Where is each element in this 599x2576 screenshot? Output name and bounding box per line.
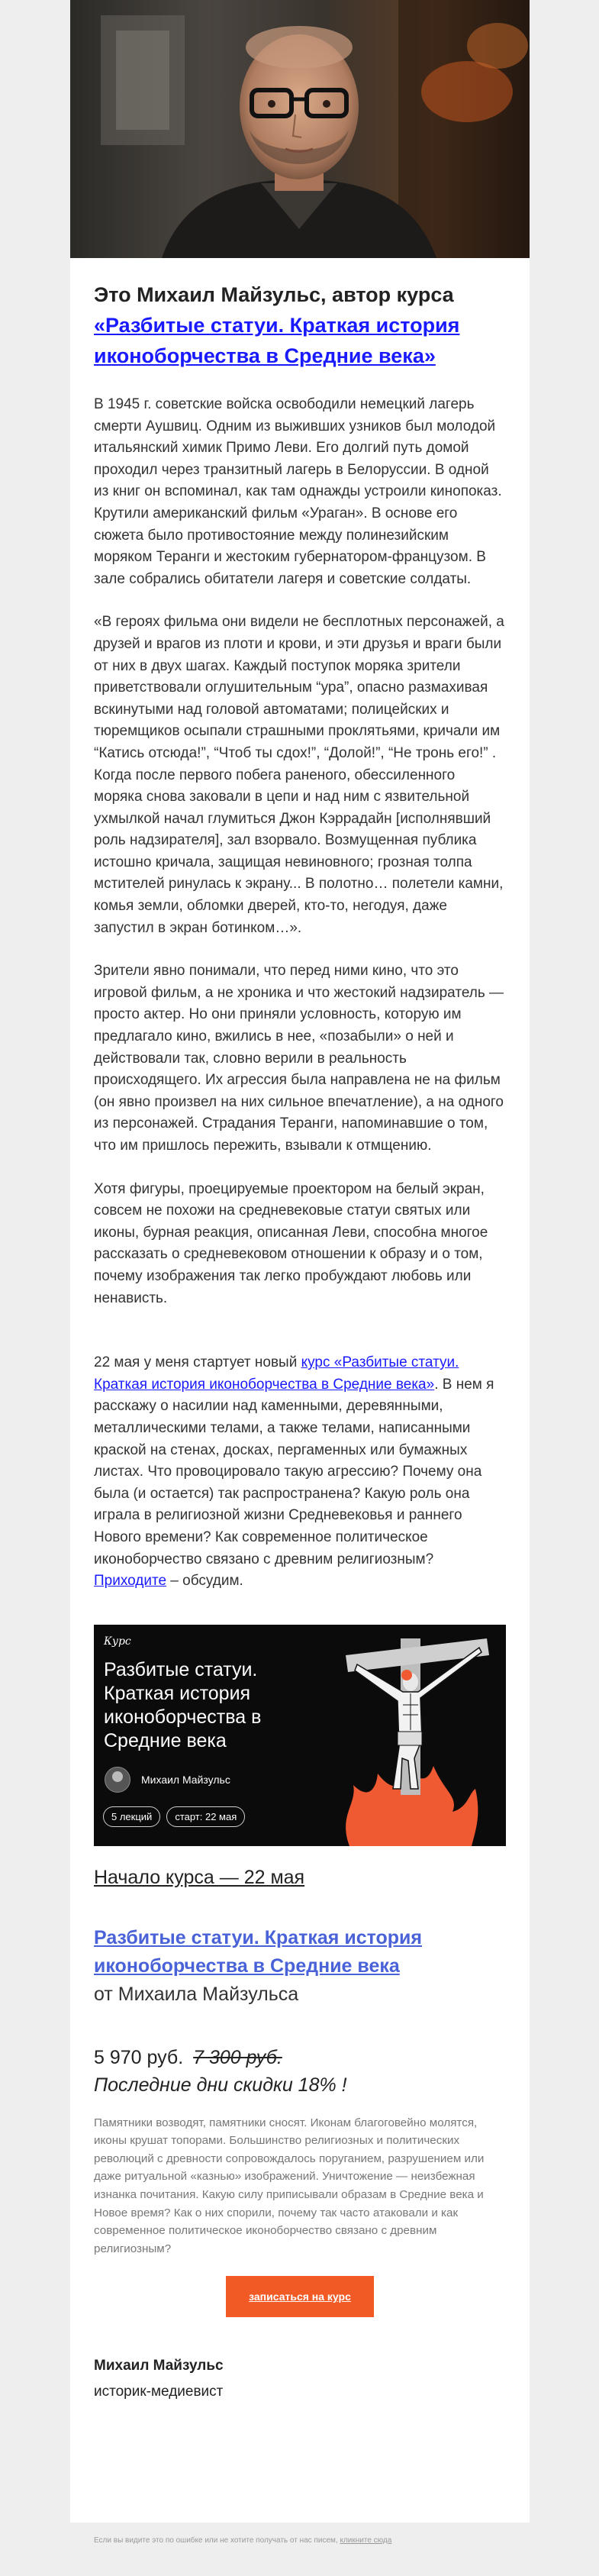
- course-announcement-paragraph: [94, 1352, 506, 1593]
- story-paragraph-4: Хотя фигуры, проецируемые проектором на белый экран, совсем не похожи на средневековые статуи святых или иконы, бурная реакция, описанная Леви, способна многое рассказать о средневековом отношении к образу и о том, почему изображения так легко пробуждают любовь или ненависть.: [94, 1180, 488, 1306]
- portrait-illustration: [70, 0, 530, 258]
- footer: [70, 2523, 530, 2576]
- announcement-text-end: – обсудим.: [166, 1573, 243, 1590]
- story-paragraph-1: В 1945 г. советские войска освободили немецкий лагерь смерти Аушвиц. Одним из выживших узников был молодой итальянский химик Примо Леви. Его долгий путь домой проходил через транзитный лагерь в Белоруссии. В одной из книг он вспоминал, как там однажды устроили кинопоказ. Крутили американский фильм «Ураган». В основе его сюжета было противостояние между полинезийским моряком Теранги и жестоким губернатором-французом. В зале собрались обитатели лагеря и советские солдаты.: [94, 396, 502, 587]
- price-block: [94, 2044, 506, 2099]
- course-description: Памятники возводят, памятники сносят. Иконам благоговейно молятся, иконы крушат топорами. Большинство религиозных и политических революций с древности сопровождалось поруганием, разрушением или даже ритуальной «казнью» изображений. Уничтожение — неизбежная изнанка почитания. Какую силу приписывали образам в Средние века и Новое время? Как о них спорили, почему так часто атаковали и как современное политическое иконоборчество связано с древним религиозным?: [94, 2116, 485, 2255]
- email-container: [70, 0, 530, 2576]
- hero-photo: [70, 0, 530, 258]
- footer-message: Если вы видите это по ошибке или не хотите получать от нас писем,: [94, 2536, 340, 2545]
- banner-author: [105, 1767, 230, 1793]
- banner-author-name: Михаил Майзульс: [141, 1773, 230, 1786]
- signature-name: Михаил Майзульс: [94, 2358, 224, 2374]
- course-inline-link[interactable]: курс «Разбитые статуи. Краткая история иконоборчества в Средние века»: [94, 1354, 459, 1393]
- price-line: [94, 2044, 506, 2071]
- headline-lead: Это Михаил Майзульс, автор курса: [94, 283, 454, 306]
- lectures-pill: 5 лекций: [103, 1806, 160, 1827]
- current-price: 5 970 руб.: [94, 2046, 184, 2068]
- course-title-link-2[interactable]: Разбитые статуи. Краткая история иконоборчества в Средние века: [94, 1926, 423, 1977]
- come-link[interactable]: Приходите: [94, 1573, 167, 1590]
- announcement-text-mid: . В нем я расскажу о насилии над каменными, деревянными, металлическими телами, а также телами, написанными краской на стенах, досках, пергаменных или бумажных листах. Что провоцировало такую агрессию? Почему она была (и остается) так распространена? Какую роль она играла в религиозной жизни Средневековья и раннего Нового времени? Как современное политическое иконоборчество связано с древним религиозным?: [94, 1376, 494, 1567]
- intro-headline: [94, 279, 506, 371]
- story-paragraph-3: Зрители явно понимали, что перед ними кино, что это игровой фильм, а не хроника и что жестокий надзиратель — просто актер. Но они приняли условность, которую им предлагало кино, вжились в нее, «позабыли» о ней и действовали так, словно верили в реальность происходящего. Их агрессия была направлена не на фильм (он явно произвел на них сильное впечатление), а на одного из персонажей. Страдания Теранги, напоминавшие о том, что им пришлось пережить, взывали к отмщению.: [94, 963, 504, 1154]
- start-date-pill: старт: 22 мая: [166, 1806, 245, 1827]
- quote-paragraph: «В героях фильма они видели не бесплотных персонажей, а друзей и врагов из плоти и крови, и эти друзья и враги были от них в двух шагах. Каждый поступок моряка зрители приветствовали оглушительным “ура”, опасно размахивая вскинутыми над головой автоматами; полицейских и тюремщиков осыпали страшными проклятьями, кричали им “Катись отсюда!”, “Чтоб ты сдох!”, “Долой!”, “Не тронь его!” . Когда после первого побега раненого, обессиленного моряка снова заковали в цепи и над ним с язвительной ухмылкой начал глумиться Джон Кэррадайн [исполнявший роль надзирателя], зал взорвало. Возмущенная публика истошно кричала, защищая невиновного; грозная толпа мстителей ринулась к экрану... В полотно… полетели камни, комья земли, обломки дверей, кто-то, негодуя, даже запустил в экран ботинком…».: [94, 614, 504, 936]
- signature-role: историк-медиевист: [94, 2384, 224, 2400]
- unsubscribe-link[interactable]: кликните сюда: [340, 2536, 392, 2545]
- course-author-line: от Михаила Майзульса: [94, 1983, 299, 2005]
- course-title-link[interactable]: «Разбитые статуи. Краткая история иконоборчества в Средние века»: [94, 314, 460, 367]
- footer-text: [94, 2536, 391, 2545]
- cta-wrap: [94, 2276, 506, 2317]
- old-price: 7 300 руб.: [193, 2046, 282, 2068]
- discount-note: Последние дни скидки 18% !: [94, 2074, 347, 2096]
- course-banner[interactable]: [94, 1625, 506, 1846]
- banner-pills: [103, 1806, 245, 1827]
- announcement-text-start: 22 мая у меня стартует новый: [94, 1354, 301, 1371]
- course-title-block: [94, 1924, 506, 1980]
- banner-kind-label: Курс: [104, 1635, 131, 1648]
- avatar: [105, 1767, 130, 1793]
- enroll-button[interactable]: записаться на курс: [226, 2276, 374, 2317]
- banner-title: Разбитые статуи. Краткая история иконоборчества в Средние века: [104, 1658, 262, 1751]
- course-start-date[interactable]: Начало курса — 22 мая: [94, 1866, 305, 1888]
- email-body: [94, 279, 506, 2403]
